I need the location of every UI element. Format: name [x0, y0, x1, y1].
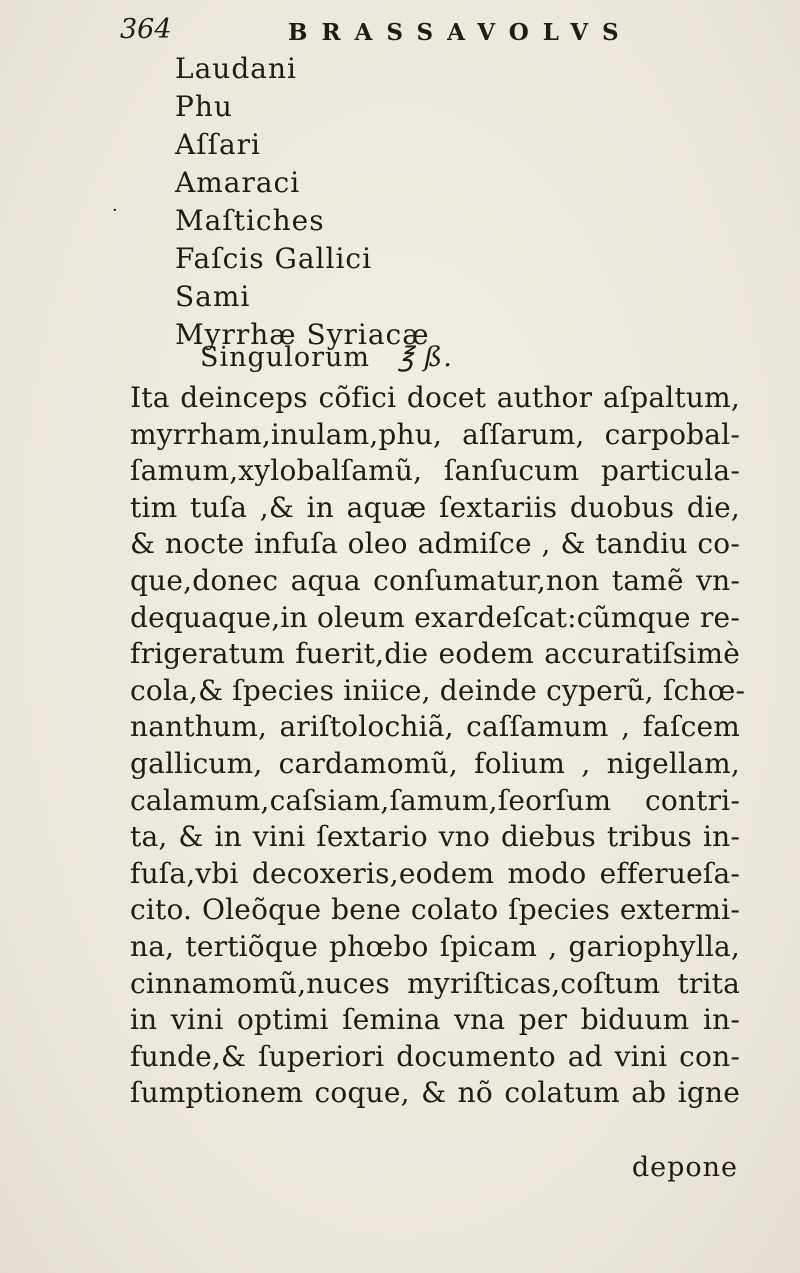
text-line: & nocte infuſa oleo admiſce , & tandiu co-	[130, 527, 740, 561]
ingredient-item: Phu	[175, 90, 233, 123]
ounce-symbol: ℥ ß.	[397, 342, 453, 373]
text-line: cola,& ſpecies iniice, deinde cyperũ, ſchœ-	[130, 673, 746, 707]
text-line: myrrham,inulam,phu, aſſarum, carpobal-	[130, 417, 740, 451]
margin-dot: ·	[112, 200, 118, 221]
ingredient-item: Faſcis Gallici	[175, 242, 373, 275]
text-line: calamum,caſsiam,ſamum,ſeorſum contri-	[130, 783, 740, 817]
ingredient-item: Maſtiches	[175, 204, 325, 237]
text-line: frigeratum fuerit,die eodem accuratiſsimè	[130, 637, 740, 671]
page-number: 364	[120, 14, 172, 45]
text-line: na, tertiõque phœbo ſpicam , gariophylla,	[130, 929, 740, 963]
text-line: nanthum, ariſtolochiã, caſſamum , faſcem	[130, 710, 740, 744]
text-line: dequaque,in oleum exardeſcat:cũmque re-	[130, 600, 740, 634]
recipe-paragraph	[130, 380, 746, 1112]
ingredient-item: Aſſari	[175, 128, 261, 161]
text-line: tim tuſa ,& in aquæ ſextariis duobus die,	[130, 490, 740, 524]
ingredient-item: Amaraci	[175, 166, 301, 199]
text-line: fuſa,vbi decoxeris,eodem modo efferueſa-	[130, 856, 740, 890]
text-line: ſamum,xylobalſamũ, ſanſucum particula-	[130, 454, 740, 488]
text-line: in vini optimi ſemina vna per biduum in-	[130, 1003, 740, 1037]
text-line: cinnamomũ,nuces myriſticas,coſtum trita	[130, 966, 740, 1000]
ingredient-item: Myrrhæ Syriacæ	[175, 318, 430, 351]
quantity-line	[200, 342, 453, 373]
text-line: cito. Oleõque bene colato ſpecies extermi-	[130, 893, 740, 927]
text-line: ſumptionem coque, & nõ colatum ab igne	[130, 1076, 740, 1110]
ingredient-item: Laudani	[175, 52, 297, 85]
text-line: ta, & in vini ſextario vno diebus tribus in-	[130, 820, 740, 854]
ingredient-list	[175, 50, 595, 354]
text-line: Ita deinceps cõfici docet author aſpaltum,	[130, 381, 740, 414]
quantity-label: Singulorum	[200, 342, 370, 373]
text-line: funde,& ſuperiori documento ad vini con-	[130, 1039, 740, 1073]
running-title: BRASSAVOLVS	[288, 19, 633, 46]
catchword: depone	[631, 1152, 738, 1183]
page-header	[120, 14, 760, 54]
text-line: que,donec aqua conſumatur,non tamẽ vn-	[130, 563, 740, 597]
text-line: gallicum, cardamomũ, folium , nigellam,	[130, 746, 740, 780]
ingredient-item: Sami	[175, 280, 251, 313]
